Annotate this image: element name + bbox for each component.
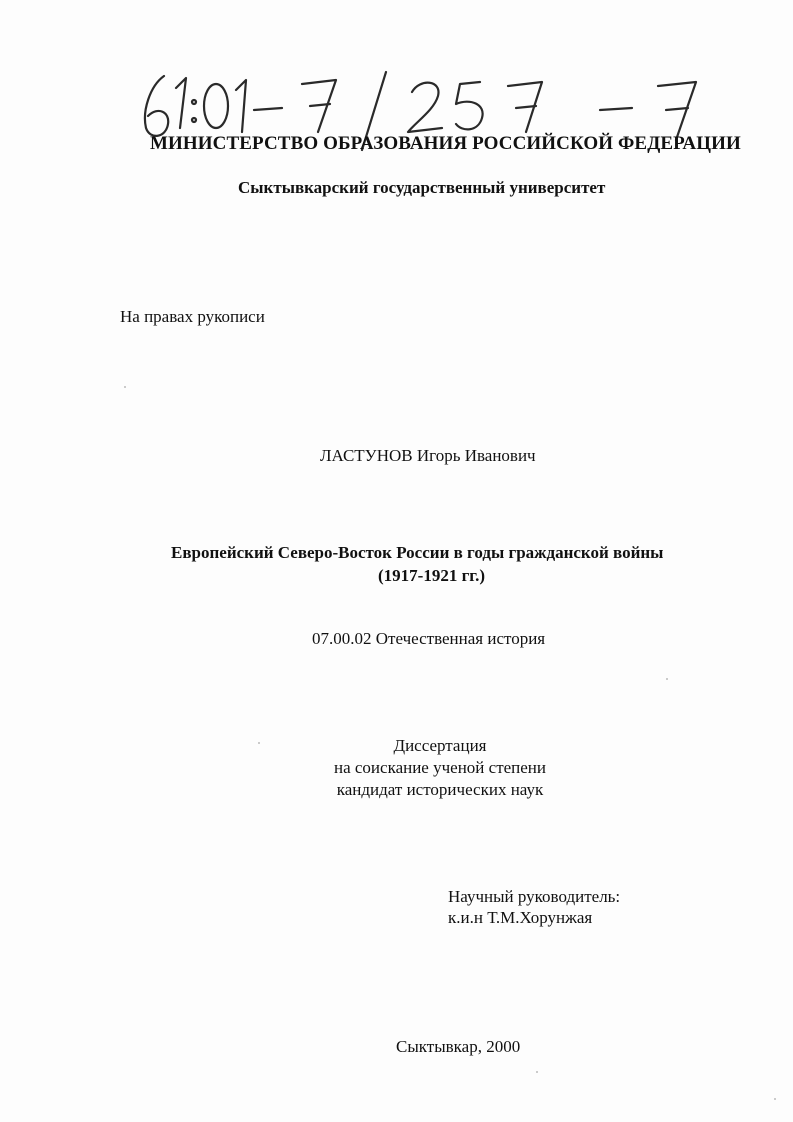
scan-speck <box>774 1098 776 1100</box>
scan-speck <box>536 1071 538 1073</box>
thesis-title-line-1: Европейский Северо-Восток России в годы гражданской войны <box>171 543 664 562</box>
university-name: Сыктывкарский государственный университет <box>238 178 606 197</box>
rights-note: На правах рукописи <box>120 307 265 326</box>
dissertation-line-1: Диссертация <box>393 736 487 755</box>
author-name: ЛАСТУНОВ Игорь Иванович <box>320 446 536 465</box>
thesis-title-line-2: (1917-1921 гг.) <box>378 566 486 585</box>
specialty-code: 07.00.02 Отечественная история <box>312 629 546 648</box>
scan-speck <box>258 742 260 744</box>
dissertation-line-3: кандидат исторических наук <box>336 780 544 799</box>
city-year: Сыктывкар, 2000 <box>396 1037 521 1056</box>
ministry-heading: МИНИСТЕРСТВО ОБРАЗОВАНИЯ РОССИЙСКОЙ ФЕДЕРАЦИИ <box>150 133 741 154</box>
scan-speck <box>124 386 126 388</box>
dissertation-line-2: на соискание ученой степени <box>333 758 547 777</box>
advisor-label: Научный руководитель: <box>448 887 621 906</box>
scan-speck <box>666 678 668 680</box>
advisor-name: к.и.н Т.М.Хорунжая <box>448 908 593 927</box>
